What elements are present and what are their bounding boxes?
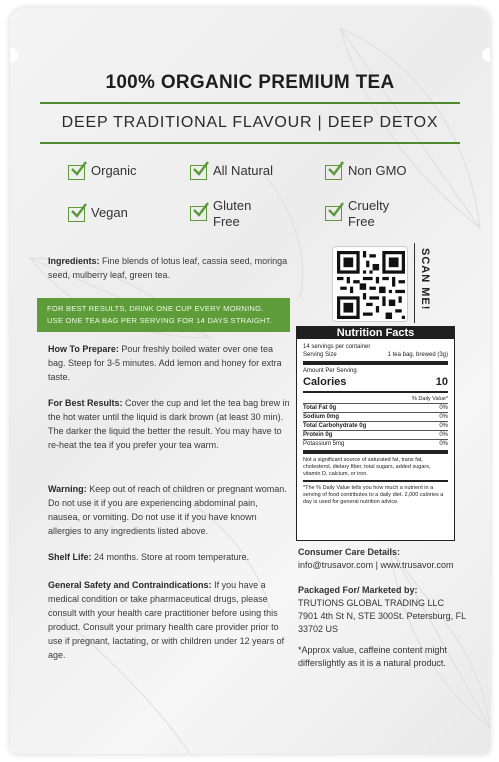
- subheadline: DEEP TRADITIONAL FLAVOUR | DEEP DETOX: [61, 114, 439, 131]
- safety-section: [48, 578, 290, 662]
- badge-all-natural: All Natural: [190, 163, 273, 180]
- nutrition-facts-panel: [296, 326, 455, 541]
- nutrition-serving-size: Serving Size 1 tea bag, brewed (3g): [303, 352, 448, 358]
- best-results-banner: FOR BEST RESULTS, DRINK ONE CUP EVERY MORNING. USE ONE TEA BAG PER SERVING FOR 14 DAYS STRAIGHT.: [37, 298, 290, 332]
- consumer-care-label: Consumer Care Details:: [298, 547, 401, 557]
- check-icon: [325, 206, 342, 221]
- nutrition-row: Total Fat 0g 0%: [303, 405, 448, 411]
- approx-note: *Approx value, caffeine content might differslightly as it is a natural product.: [298, 645, 447, 668]
- ingredients-label: Ingredients:: [48, 256, 100, 266]
- safety-text: If you have a medical condition or take pharmaceutical drugs, please consult with your health care practitioner before using this product. Consult your primary health care provider prior to use if pregnant, lactating, or with children under 12 years of age.: [48, 580, 285, 660]
- nutrition-amount-label: Amount Per Serving: [303, 368, 357, 374]
- badge-organic: Organic: [68, 163, 137, 180]
- headline: 100% ORGANIC PREMIUM TEA: [105, 72, 395, 93]
- check-icon: [68, 207, 85, 222]
- nutrition-calories: Calories 10: [303, 376, 448, 388]
- warning-section: [48, 482, 290, 538]
- qr-pattern: [337, 251, 405, 319]
- nutrition-dv-header: % Daily Value*: [303, 395, 448, 404]
- check-icon: [325, 165, 342, 180]
- nutrition-row: Protein 0g 0%: [303, 432, 448, 438]
- nutrition-footnote: *The % Daily Value tells you how much a nutrient in a serving of food contributes to a daily diet. 2,000 calories a day is used for general nutrition advice.: [303, 485, 444, 505]
- check-icon: [190, 206, 207, 221]
- nutrition-not-significant: Not a significant source of saturated fat, trans fat, cholesterol, dietary fiber, total sugars, added sugars, vitamin D, calcium, or iron.: [303, 457, 431, 477]
- badge-non-gmo: Non GMO: [325, 163, 407, 180]
- subheadline-rule: [40, 142, 460, 144]
- safety-label: General Safety and Contraindications:: [48, 580, 212, 590]
- shelf-life-label: Shelf Life:: [48, 552, 92, 562]
- warning-label: Warning:: [48, 484, 87, 494]
- badge-vegan: Vegan: [68, 205, 128, 222]
- prepare-label: How To Prepare:: [48, 344, 119, 354]
- nutrition-row: Total Carbohydrate 0g 0%: [303, 423, 448, 429]
- packaged-for: Packaged For/ Marketed by: TRUTIONS GLOBAL TRADING LLC 7901 4th St N, STE 300St. Petersburg, FL 33702 US: [298, 584, 488, 636]
- best-results-label: For Best Results:: [48, 398, 123, 408]
- consumer-care-text: info@trusavor.com | www.trusavor.com: [298, 560, 454, 570]
- ingredients-text: Fine blends of lotus leaf, cassia seed, moringa seed, mulberry leaf, green tea.: [48, 256, 288, 280]
- consumer-care: [298, 546, 488, 572]
- shelf-life-section: [48, 550, 290, 564]
- nutrition-row: Sodium 0mg 0%: [303, 414, 448, 420]
- warning-text: Keep out of reach of children or pregnant woman. Do not use it if you are experiencing abdominal pain, nausea, or vomiting. Do not use it if you have known allergies to any ingredients listed above.: [48, 484, 287, 536]
- qr-code[interactable]: [332, 246, 408, 322]
- nutrition-row: Potassium 5mg 0%: [303, 441, 448, 447]
- tea-pouch: [10, 8, 490, 754]
- scan-me-label: SCAN ME!: [419, 248, 431, 311]
- headline-rule: [40, 102, 460, 104]
- shelf-life-text: 24 months. Store at room temperature.: [94, 552, 250, 562]
- nutrition-title: Nutrition Facts: [297, 327, 454, 339]
- prepare-section: [48, 342, 290, 384]
- best-results-section: [48, 396, 290, 452]
- packaged-label: Packaged For/ Marketed by:: [298, 585, 418, 595]
- nutrition-servings: 14 servings per container: [303, 344, 371, 350]
- check-icon: [190, 165, 207, 180]
- prepare-text: Pour freshly boiled water over one tea bag. Steep for 3-5 minutes. Add lemon and honey for extra taste.: [48, 344, 282, 382]
- badge-cruelty-free: Cruelty Free: [325, 198, 390, 230]
- badge-gluten-free: Gluten Free: [190, 198, 255, 230]
- best-results-text: Cover the cup and let the tea bag brew in the hot water until the liquid is dark brown (at least 30 min). The darker the liquid the better the result. You may have to re-heat the tea if you prefer your tea warm.: [48, 398, 290, 450]
- check-icon: [68, 165, 85, 180]
- ingredients-section: [48, 254, 290, 282]
